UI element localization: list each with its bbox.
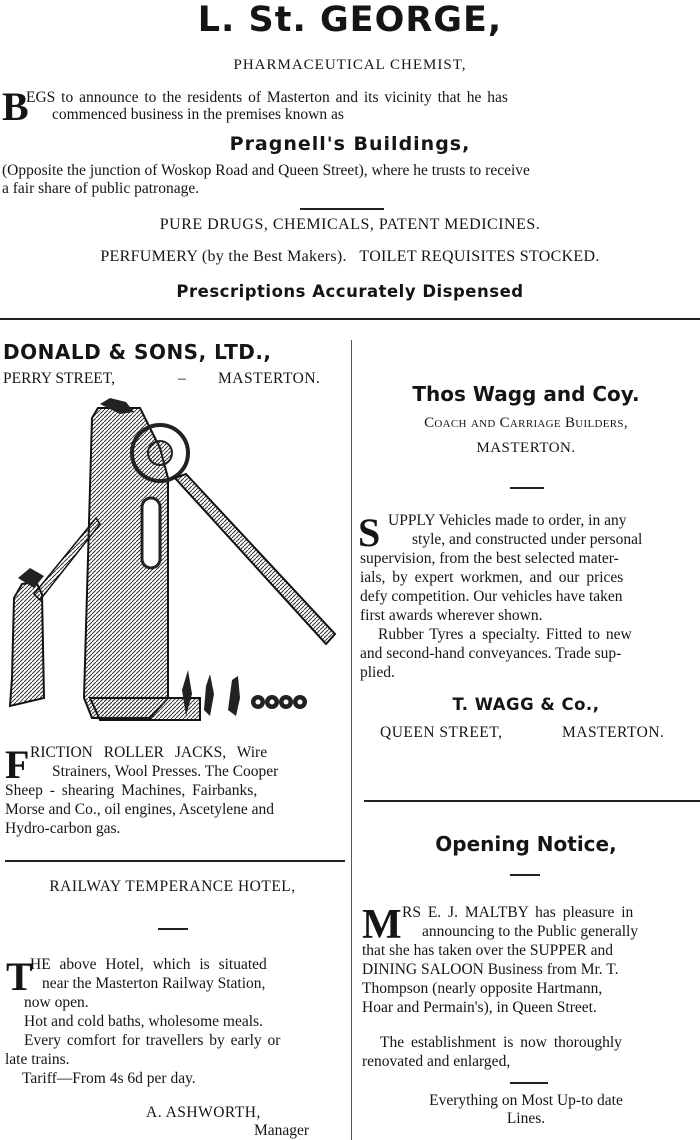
hotel-divider [158, 928, 188, 930]
small-jack [10, 582, 44, 706]
wagg-town2: MASTERTON. [562, 724, 665, 741]
maltby-end-divider [510, 1082, 548, 1084]
maltby-line1: RS E. J. MALTBY has pleasure in [402, 904, 634, 921]
wagg-line1: UPPLY Vehicles made to order, in any [388, 512, 627, 529]
donald-line4: Morse and Co., oil engines, Ascetylene and [5, 801, 275, 818]
wagg-line2: style, and constructed under personal [412, 531, 643, 548]
hotel-signature: A. ASHWORTH, [146, 1104, 261, 1121]
george-line-drugs: PURE DRUGS, CHEMICALS, PATENT MEDICINES. [159, 216, 541, 233]
donald-line3: Sheep - shearing Machines, Fairbanks, [5, 782, 258, 799]
maltby-line8: renovated and enlarged, [362, 1053, 511, 1070]
wagg-line4: ials, by expert workmen, and our prices [360, 569, 624, 586]
wagg-line9: plied. [360, 664, 395, 681]
wagg-end-divider [364, 800, 700, 802]
george-drop-cap: B [2, 84, 29, 129]
maltby-line2: announcing to the Public generally [422, 923, 639, 940]
maltby-line4: DINING SALOON Business from Mr. T. [362, 961, 619, 978]
george-line-perfumery: PERFUMERY (by the Best Makers). TOILET REQUISITES STOCKED. [100, 248, 600, 265]
hotel-line5: Every comfort for travellers by early or [24, 1032, 281, 1049]
george-intro-line2: commenced business in the premises known as [52, 106, 344, 123]
maltby-drop-cap: M [362, 902, 402, 948]
donald-line5: Hydro-carbon gas. [5, 820, 121, 837]
hotel-drop-cap: T [6, 954, 33, 999]
maltby-line10: Lines. [506, 1110, 546, 1127]
donald-street: PERRY STREET, [3, 370, 115, 387]
part-bolt [228, 676, 240, 716]
section-divider [0, 318, 700, 320]
hotel-role: Manager [254, 1122, 310, 1139]
jack-slot [142, 498, 160, 568]
jack-lever [175, 474, 335, 644]
wagg-title: Thos Wagg and Coy. [412, 382, 640, 406]
wagg-town: MASTERTON. [476, 440, 576, 456]
hotel-line2: near the Masterton Railway Station, [42, 975, 266, 992]
wagg-firm: T. WAGG & Co., [452, 695, 600, 714]
maltby-title: Opening Notice, [435, 832, 617, 856]
column-divider [351, 340, 352, 1140]
wagg-divider [510, 487, 544, 489]
part-pin [204, 674, 214, 716]
george-intro-line1: EGS to announce to the residents of Masterton and its vicinity that he has [26, 89, 508, 106]
hotel-line6: late trains. [5, 1051, 70, 1068]
george-subtitle: PHARMACEUTICAL CHEMIST, [233, 57, 467, 73]
donald-town: MASTERTON. [218, 370, 321, 387]
george-location-line1: (Opposite the junction of Woskop Road and Queen Street), where he trusts to receive [2, 162, 530, 179]
wagg-drop-cap: S [358, 510, 381, 555]
george-title: L. St. GEORGE, [197, 0, 503, 40]
maltby-divider [510, 874, 540, 876]
donald-line2: Strainers, Wool Presses. The Cooper [52, 763, 279, 780]
wagg-street: QUEEN STREET, [380, 724, 503, 741]
hotel-title: RAILWAY TEMPERANCE HOTEL, [49, 878, 296, 895]
george-premises: Pragnell's Buildings, [229, 133, 471, 155]
maltby-line7: The establishment is now thoroughly [380, 1034, 622, 1051]
friction-roller-jack-illustration [0, 398, 345, 728]
wagg-line6: first awards wherever shown. [360, 607, 543, 624]
donald-line1: RICTION ROLLER JACKS, Wire [30, 744, 268, 761]
wagg-subtitle: Coach and Carriage Builders, [424, 415, 628, 431]
hotel-line3: now open. [24, 994, 89, 1011]
george-location-line2: a fair share of public patronage. [2, 180, 200, 197]
donald-dash: – [178, 370, 186, 387]
wagg-line3: supervision, from the best selected mater- [360, 550, 619, 567]
donald-divider [5, 860, 345, 862]
wagg-line5: defy competition. Our vehicles have taken [360, 588, 623, 605]
maltby-line5: Thompson (nearly opposite Hartmann, [362, 980, 603, 997]
maltby-line6: Hoar and Permain's), in Queen Street. [362, 999, 597, 1016]
donald-drop-cap: F [5, 742, 30, 787]
hotel-line1: HE above Hotel, which is situated [30, 956, 267, 973]
george-divider [300, 208, 384, 210]
hotel-line4: Hot and cold baths, wholesome meals. [24, 1013, 263, 1030]
george-line-prescriptions: Prescriptions Accurately Dispensed [176, 282, 524, 301]
maltby-line3: that she has taken over the SUPPER and [362, 942, 613, 959]
hotel-line7: Tariff—From 4s 6d per day. [22, 1070, 196, 1087]
maltby-line9: Everything on Most Up-to date [429, 1092, 623, 1109]
wagg-line8: and second-hand conveyances. Trade sup- [360, 645, 622, 662]
wagg-line7: Rubber Tyres a specialty. Fitted to new [378, 626, 632, 643]
donald-title: DONALD & SONS, LTD., [3, 340, 272, 364]
